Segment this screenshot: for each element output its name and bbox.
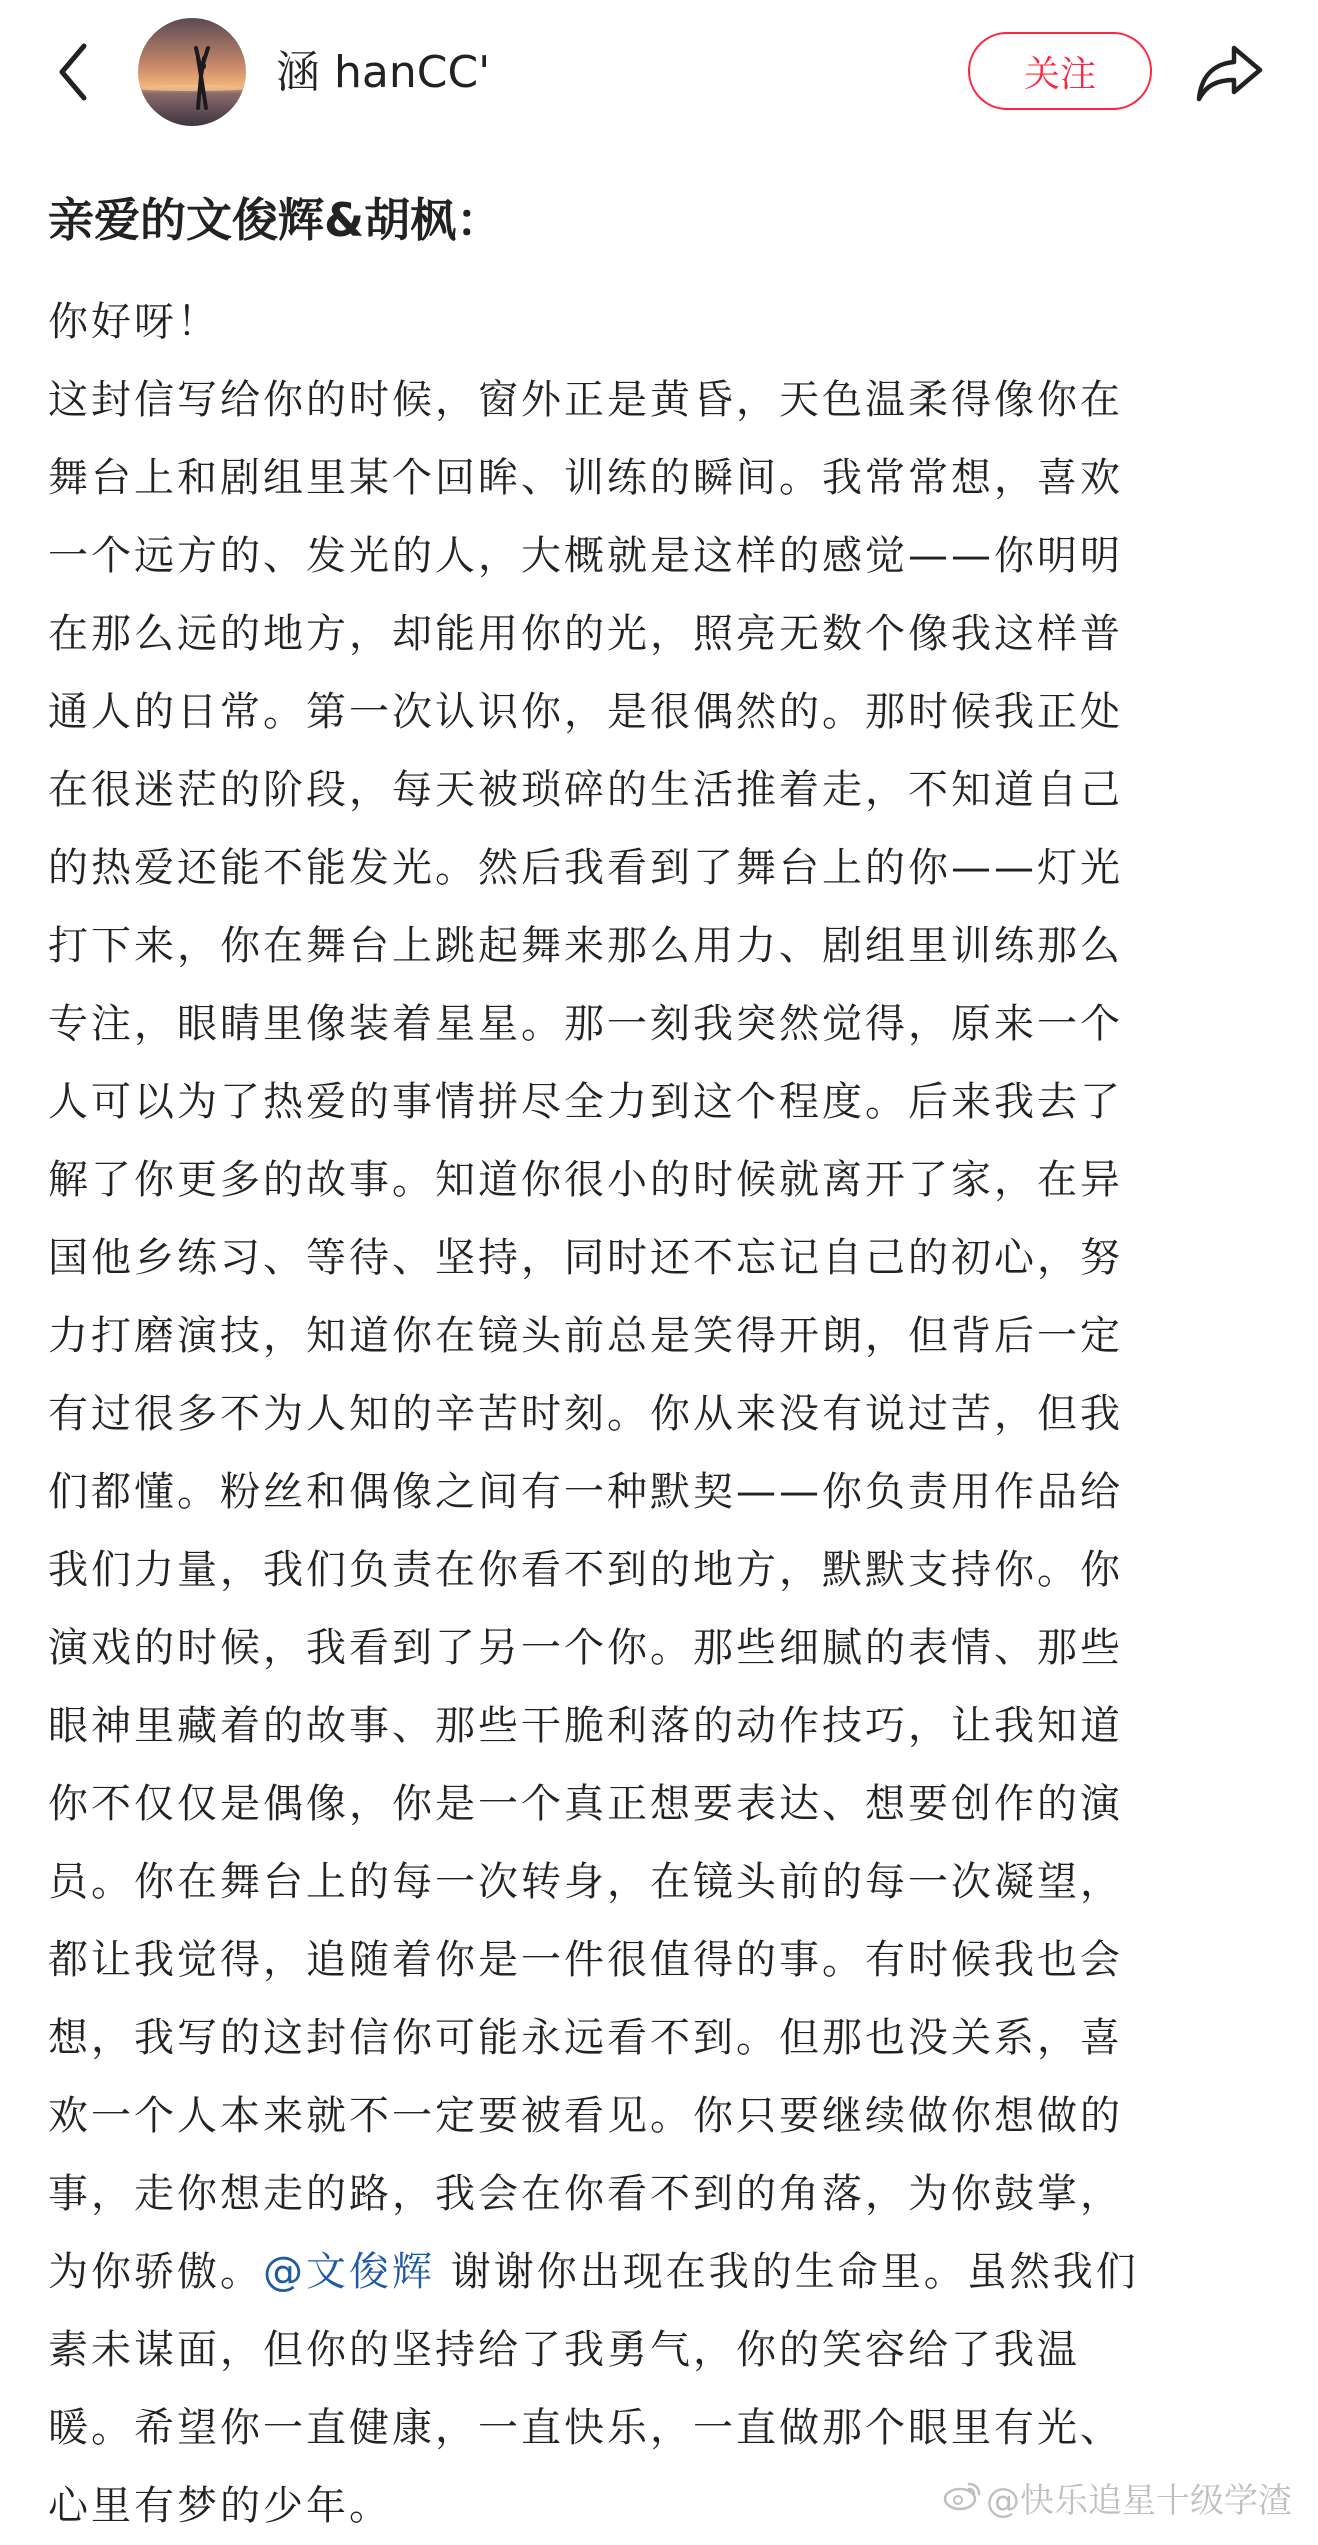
letter-line: 素未谋面，但你的坚持给了我勇气，你的笑容给了我温 xyxy=(48,2327,1080,2373)
letter-line: 的热爱还能不能发光。然后我看到了舞台上的你——灯光 xyxy=(48,845,1123,891)
letter-line: 一个远方的、发光的人，大概就是这样的感觉——你明明 xyxy=(48,533,1123,579)
letter-line: 员。你在舞台上的每一次转身，在镜头前的每一次凝望， xyxy=(48,1859,1123,1905)
chevron-left-icon xyxy=(56,42,90,102)
mention-suffix: 谢谢你出现在我的生命里。虽然我们 xyxy=(435,2249,1139,2295)
username[interactable]: 涵 hanCC' xyxy=(276,47,491,98)
letter-line: 国他乡练习、等待、坚持，同时还不忘记自己的初心，努 xyxy=(48,1235,1123,1281)
share-arrow-icon xyxy=(1194,42,1266,104)
letter-line-with-mention xyxy=(48,2233,1270,2311)
post-header xyxy=(0,0,1318,150)
letter-line: 打下来，你在舞台上跳起舞来那么用力、剧组里训练那么 xyxy=(48,923,1123,969)
avatar-image xyxy=(138,18,246,126)
back-button[interactable] xyxy=(48,36,98,108)
avatar[interactable] xyxy=(138,18,246,126)
letter-body xyxy=(48,283,1270,2545)
letter-line: 欢一个人本来就不一定要被看见。你只要继续做你想做的 xyxy=(48,2093,1123,2139)
letter-line: 在很迷茫的阶段，每天被琐碎的生活推着走，不知道自己 xyxy=(48,767,1123,813)
letter-line: 暖。希望你一直健康，一直快乐，一直做那个眼里有光、 xyxy=(48,2405,1123,2451)
letter-line: 人可以为了热爱的事情拼尽全力到这个程度。后来我去了 xyxy=(48,1079,1123,1125)
letter-line: 心里有梦的少年。 xyxy=(48,2483,392,2529)
mention-link[interactable]: @文俊辉 xyxy=(263,2249,435,2295)
watermark xyxy=(942,2478,1292,2523)
letter-line: 演戏的时候，我看到了另一个你。那些细腻的表情、那些 xyxy=(48,1625,1123,1671)
letter-line: 有过很多不为人知的辛苦时刻。你从来没有说过苦，但我 xyxy=(48,1391,1123,1437)
letter-line: 想，我写的这封信你可能永远看不到。但那也没关系，喜 xyxy=(48,2015,1123,2061)
letter-line: 通人的日常。第一次认识你，是很偶然的。那时候我正处 xyxy=(48,689,1123,735)
share-button[interactable] xyxy=(1190,38,1270,108)
follow-button[interactable]: 关注 xyxy=(968,32,1152,110)
letter-line: 专注，眼睛里像装着星星。那一刻我突然觉得，原来一个 xyxy=(48,1001,1123,1047)
letter-line: 力打磨演技，知道你在镜头前总是笑得开朗，但背后一定 xyxy=(48,1313,1123,1359)
mention-prefix: 为你骄傲。 xyxy=(48,2249,263,2295)
watermark-text: @快乐追星十级学渣 xyxy=(986,2480,1292,2521)
letter-line: 你不仅仅是偶像，你是一个真正想要表达、想要创作的演 xyxy=(48,1781,1123,1827)
letter-line: 事，走你想走的路，我会在你看不到的角落，为你鼓掌， xyxy=(48,2171,1123,2217)
weibo-logo-icon xyxy=(942,2478,982,2523)
letter-line: 你好呀！ xyxy=(48,299,220,345)
letter-line: 眼神里藏着的故事、那些干脆利落的动作技巧，让我知道 xyxy=(48,1703,1123,1749)
letter-line: 在那么远的地方，却能用你的光，照亮无数个像我这样普 xyxy=(48,611,1123,657)
letter-line: 解了你更多的故事。知道你很小的时候就离开了家，在异 xyxy=(48,1157,1123,1203)
letter-title: 亲爱的文俊辉&胡枫： xyxy=(48,193,503,247)
letter-line: 都让我觉得，追随着你是一件很值得的事。有时候我也会 xyxy=(48,1937,1123,1983)
letter-line: 我们力量，我们负责在你看不到的地方，默默支持你。你 xyxy=(48,1547,1123,1593)
letter-line: 舞台上和剧组里某个回眸、训练的瞬间。我常常想，喜欢 xyxy=(48,455,1123,501)
letter-line: 这封信写给你的时候，窗外正是黄昏，天色温柔得像你在 xyxy=(48,377,1123,423)
letter-line: 们都懂。粉丝和偶像之间有一种默契——你负责用作品给 xyxy=(48,1469,1123,1515)
